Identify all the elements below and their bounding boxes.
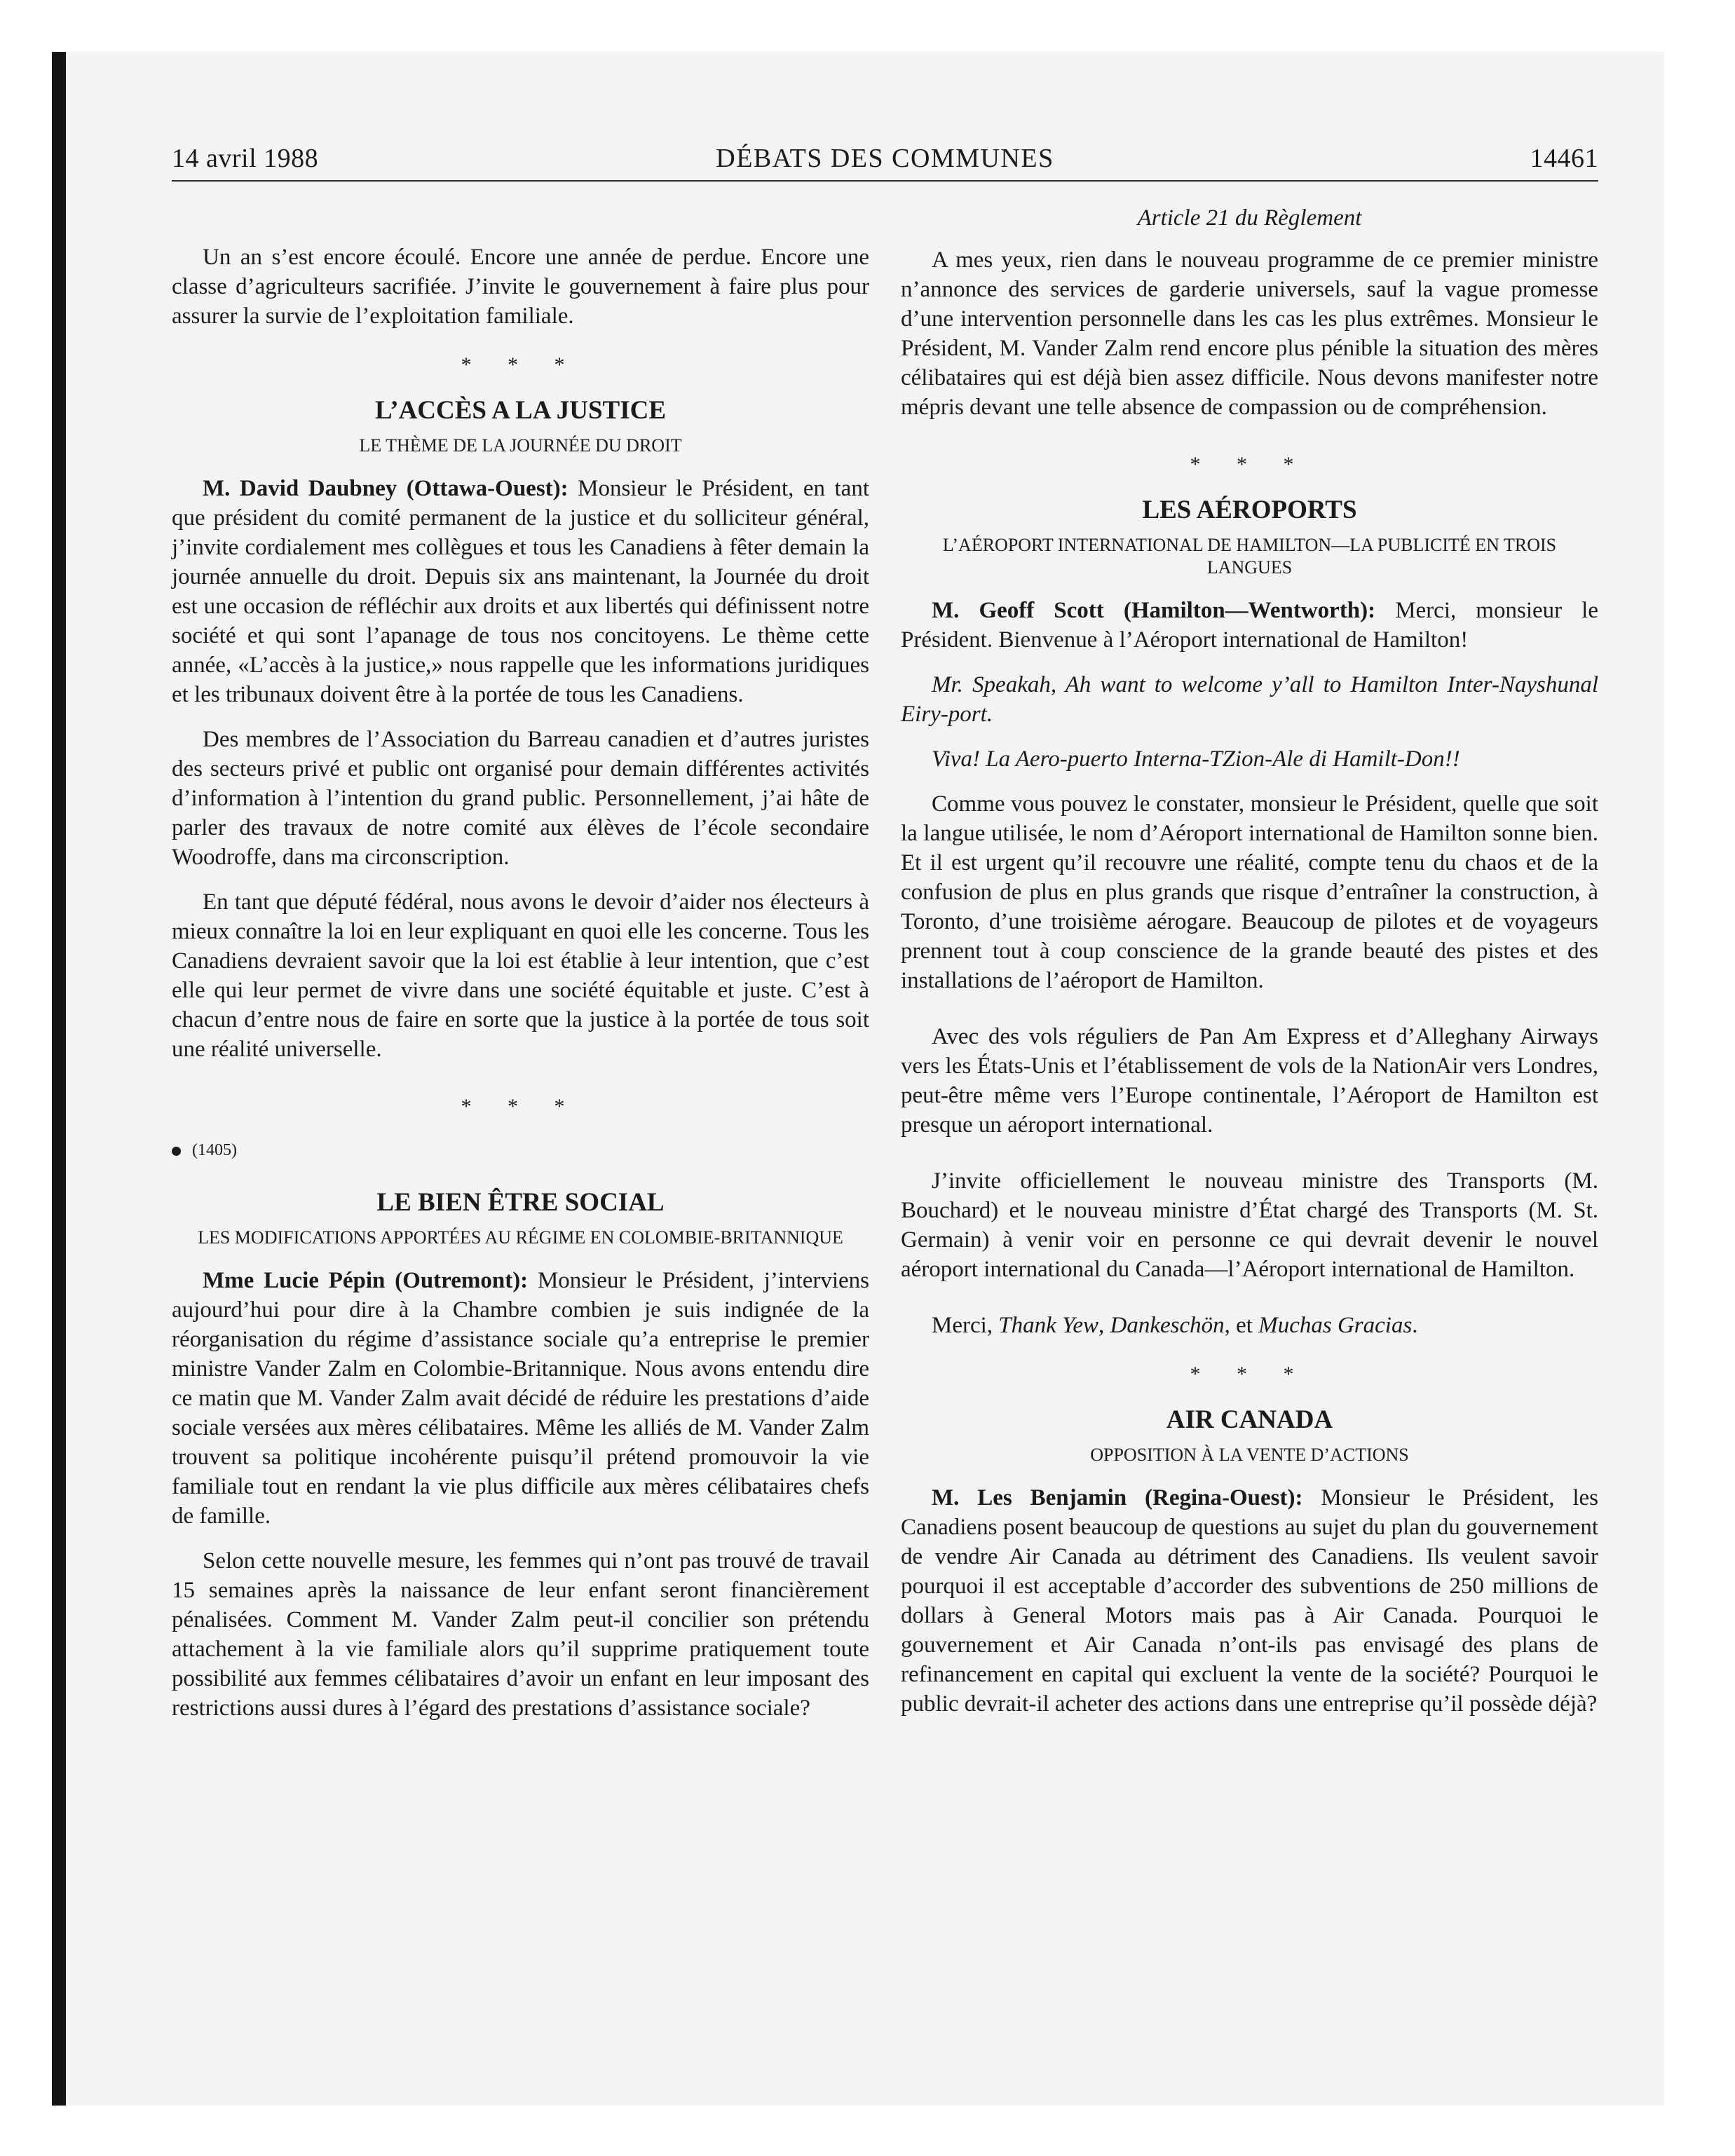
section-title: LE BIEN ÊTRE SOCIAL: [376, 1188, 665, 1217]
paragraph: [172, 474, 869, 709]
left-column: [172, 203, 869, 1738]
section-title: LES AÉROPORTS: [1142, 496, 1357, 524]
time-marker: [172, 1135, 869, 1165]
text-run: , et: [1224, 1313, 1259, 1338]
section-title: L’ACCÈS A LA JUSTICE: [374, 396, 667, 425]
text-run: Merci,: [932, 1313, 999, 1338]
text-run: ,: [1098, 1313, 1110, 1338]
paragraph: J’invite officiellement le nouveau ministre des Transports (M. Bouchard) et le nouveau ministre d’État chargé des Transports (M. St. Germain) à venir voir en personne ce qui devrait devenir le nouvel aéroport international du Canada—l’Aéroport international de Hamilton.: [901, 1168, 1598, 1282]
paragraph: En tant que député fédéral, nous avons le devoir d’aider nos électeurs à mieux connaître la loi en leur expliquant en quoi elle les concerne. Tous les Canadiens devraient savoir que la loi est établie à leur intention, que c’est elle qui leur permet de vivre dans une société équitable et juste. C’est à chacun d’entre nous de faire en sorte que la justice à la portée de tous soit une réalité universelle.: [172, 889, 869, 1062]
paragraph: Comme vous pouvez le constater, monsieur le Président, quelle que soit la langue utilisée, le nom d’Aéroport international de Hamilton sonne bien. Et il est urgent qu’il recouvre une réalité, compte tenu du chaos et de la confusion de plus en plus grands que risque d’entraîner la construction, à Toronto, d’une troisième aérogare. Beaucoup de pilotes et de voyageurs prennent tout à coup conscience de la grande beauté des pistes et des installations de l’aéroport de Hamilton.: [901, 791, 1598, 993]
paragraph-italic: Mr. Speakah, Ah want to welcome y’all to Hamilton Inter-Nayshunal Eiry-port.: [901, 672, 1598, 727]
paragraph: [172, 1266, 869, 1531]
section-subtitle: OPPOSITION À LA VENTE D’ACTIONS: [1090, 1445, 1409, 1465]
time-marker-text: (1405): [192, 1141, 237, 1159]
paragraph: A mes yeux, rien dans le nouveau programme de ce premier ministre n’annonce des services de garderie universels, sauf la vague promesse d’une intervention personnelle dans les cas les plus extrêmes. Monsieur le Président, M. Vander Zalm rend encore plus pénible la situation des mères célibataires qui est déjà bien assez difficile. Nous devons manifester notre mépris devant une telle absence de compassion ou de compréhension.: [901, 247, 1598, 420]
paragraph: [901, 596, 1598, 655]
speech-text: Monsieur le Président, les Canadiens posent beaucoup de questions au sujet du plan du gouvernement de vendre Air Canada au détriment des Canadiens. Ils veulent savoir pourquoi il est acceptable d’accorder des subventions de 250 millions de dollars à General Motors mais pas à Air Canada. Pourquoi le gouvernement et Air Canada n’ont-ils pas envisagé des plans de refinancement en capital qui excluent la vente de la société? Pourquoi le public devrait-il acheter des actions dans une entreprise qu’il possède déjà?: [901, 1485, 1598, 1717]
speaker-name: M. Geoff Scott (Hamilton—Wentworth):: [932, 598, 1376, 623]
speaker-name: M. David Daubney (Ottawa-Ouest):: [203, 476, 569, 501]
paragraph: Selon cette nouvelle mesure, les femmes qui n’ont pas trouvé de travail 15 semaines après la naissance de leur enfant seront financièrement pénalisées. Comment M. Vander Zalm peut-il concilier son prétendu attachement à la vie familiale alors qu’il supprime pratiquement toute possibilité aux femmes célibataires d’avoir un enfant en leur imposant des restrictions aussi dures à l’égard des prestations d’assistance sociale?: [172, 1548, 869, 1721]
paragraph: [901, 1483, 1598, 1719]
section-separator: * * *: [461, 1095, 580, 1118]
text-run-italic: Thank Yew: [998, 1313, 1099, 1338]
speaker-name: Mme Lucie Pépin (Outremont):: [203, 1268, 529, 1293]
paragraph-italic: Viva! La Aero-puerto Interna-TZion-Ale di Hamilt-Don!!: [932, 746, 1460, 772]
section-separator: * * *: [1190, 1363, 1309, 1386]
bullet-icon: [172, 1147, 181, 1156]
text-run: .: [1412, 1313, 1418, 1338]
speech-text: Merci, monsieur le Président. Bienvenue à l’Aéroport international de Hamilton!: [901, 598, 1598, 653]
section-separator: * * *: [1190, 453, 1309, 476]
paragraph: Un an s’est encore écoulé. Encore une année de perdue. Encore une classe d’agriculteurs sacrifiée. J’invite le gouvernement à faire plus pour assurer la survie de l’exploitation familiale.: [172, 245, 869, 329]
scan-left-edge: [52, 52, 66, 2106]
header-page-number: 14461: [1530, 144, 1598, 173]
speech-text: Monsieur le Président, en tant que président du comité permanent de la justice et du solliciteur général, j’invite cordialement mes collègues et tous les Canadiens à fêter demain la journée annuelle du droit. Depuis six ans maintenant, la Journée du droit est une occasion de réfléchir aux droits et aux libertés qui définissent notre société et qui sont l’apanage de tous nos concitoyens. Le thème cette année, «L’accès à la justice,» nous rappelle que les informations juridiques et les tribunaux doivent être à la portée de tous les Canadiens.: [172, 476, 869, 707]
section-title: AIR CANADA: [1166, 1405, 1333, 1434]
header-title: DÉBATS DES COMMUNES: [716, 144, 1054, 173]
paragraph: Avec des vols réguliers de Pan Am Express et d’Alleghany Airways vers les États-Unis et l’établissement de vols de la NationAir vers Londres, peut-être même vers l’Europe continentale, l’Aéroport de Hamilton est presque un aéroport international.: [901, 1024, 1598, 1138]
speech-text: Monsieur le Président, j’interviens aujourd’hui pour dire à la Chambre combien je suis indignée de la réorganisation du régime d’assistance sociale qu’a entreprise le premier ministre Vander Zalm en Colombie-Britannique. Nous avons entendu dire ce matin que M. Vander Zalm avait décidé de réduire les prestations d’aide sociale versées aux mères célibataires. Même les alliés de M. Vander Zalm trouvent sa politique incohérente puisqu’il prétend promouvoir la vie familiale tout en rendant la vie plus difficile aux mères célibataires chefs de famille.: [172, 1268, 869, 1529]
paragraph: Des membres de l’Association du Barreau canadien et d’autres juristes des secteurs privé et public ont organisé pour demain différentes activités d’information à l’intention du grand public. Personnellement, j’ai hâte de parler des travaux de notre comité aux élèves de l’école secondaire Woodroffe, dans ma circonscription.: [172, 727, 869, 870]
section-subtitle: LE THÈME DE LA JOURNÉE DU DROIT: [359, 435, 682, 456]
running-head: Article 21 du Règlement: [1137, 205, 1362, 231]
header-date: 14 avril 1988: [172, 144, 319, 173]
section-subtitle: LES MODIFICATIONS APPORTÉES AU RÉGIME EN COLOMBIE-BRITANNIQUE: [198, 1227, 843, 1248]
section-separator: * * *: [461, 353, 580, 376]
paragraph-closing: [901, 1311, 1598, 1340]
header-rule: [172, 180, 1598, 182]
section-subtitle: L’AÉROPORT INTERNATIONAL DE HAMILTON—LA PUBLICITÉ EN TROIS LANGUES: [942, 535, 1557, 578]
page-header: [172, 143, 1598, 181]
text-run-italic: Muchas Gracias: [1258, 1313, 1413, 1338]
right-column: [901, 203, 1598, 1734]
text-run-italic: Dankeschön: [1110, 1313, 1225, 1338]
speaker-name: M. Les Benjamin (Regina-Ouest):: [932, 1485, 1303, 1510]
